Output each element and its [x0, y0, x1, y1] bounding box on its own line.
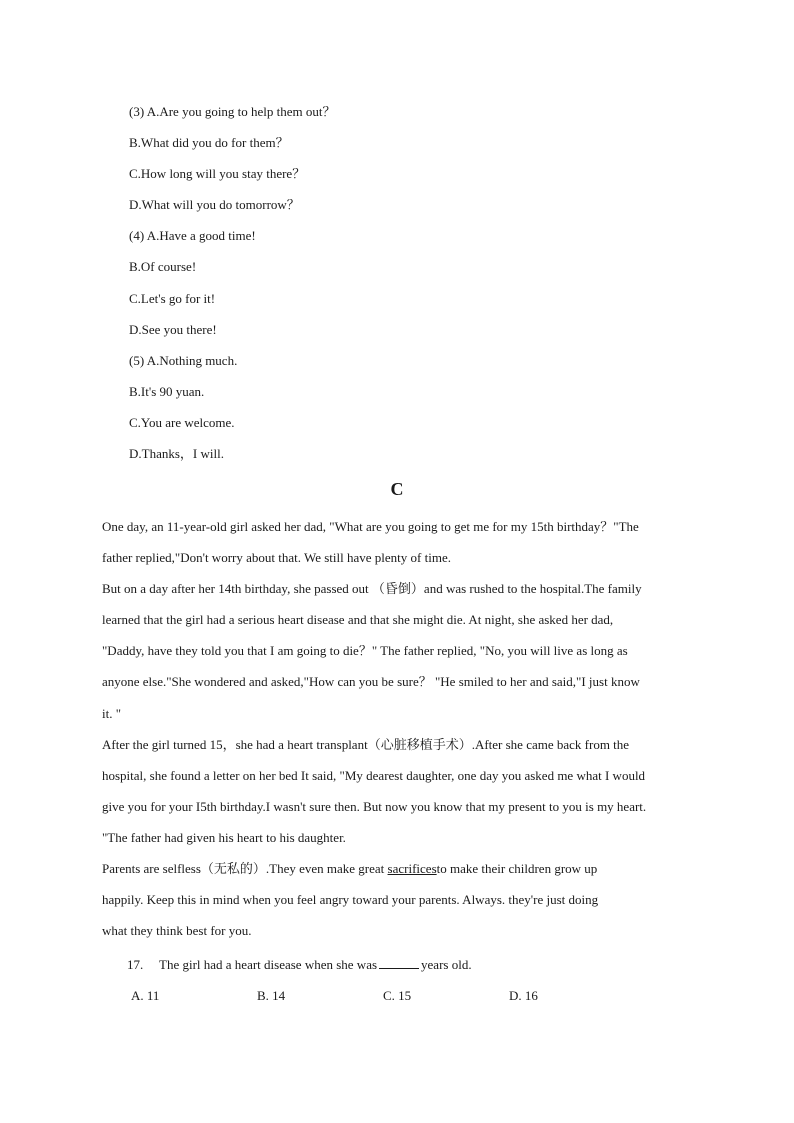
option-line: D.Thanks，I will. [129, 446, 224, 462]
passage-line: father replied,"Don't worry about that. We still have plenty of time. [102, 550, 451, 566]
passage-line: "The father had given his heart to his daughter. [102, 829, 346, 845]
choice-c[interactable]: C. 15 [383, 988, 412, 1003]
question-text: years old. [421, 957, 472, 972]
question-number: 17. [127, 957, 144, 972]
option-line: C.How long will you stay there？ [129, 166, 306, 182]
passage-line: One day, an 11-year-old girl asked her dad, "What are you going to get me for my 15th birthday？"The [102, 519, 639, 534]
choice-d[interactable]: D. 16 [509, 988, 538, 1003]
passage-line [102, 857, 702, 888]
passage-line: it. " [102, 705, 122, 721]
option-line: C.You are welcome. [129, 414, 235, 430]
choice-a[interactable]: A. 11 [131, 988, 160, 1003]
passage-line: happily. Keep this in mind when you feel angry toward your parents. Always. they're just doing [102, 892, 599, 908]
option-line: B.It's 90 yuan. [129, 383, 205, 399]
reading-passage [102, 515, 702, 950]
answer-options-list [129, 100, 729, 473]
question-17 [127, 953, 472, 977]
passage-line: After the girl turned 15，she had a heart transplant（心脏移植手术）.After she came back from the [102, 736, 630, 752]
passage-line: learned that the girl had a serious heart disease and that she might die. At night, she asked her dad, [102, 612, 614, 628]
passage-line: what they think best for you. [102, 923, 252, 939]
passage-text: to make their children grow up [436, 861, 598, 877]
question-choices [131, 984, 691, 1008]
passage-line: anyone else."She wondered and asked,"How can you be sure？ "He smiled to her and said,"I just know [102, 674, 640, 690]
option-line: C.Let's go for it! [129, 290, 216, 306]
passage-line: "Daddy, have they told you that I am going to die？" The father replied, "No, you will live as long as [102, 643, 628, 659]
passage-line: But on a day after her 14th birthday, she passed out （昏倒）and was rushed to the hospital.The family [102, 581, 642, 597]
option-line: (4) A.Have a good time! [129, 228, 256, 244]
passage-text: Parents are selfless（无私的）.They even make great [102, 861, 388, 877]
option-line: B.What did you do for them？ [129, 135, 289, 151]
passage-line: hospital, she found a letter on her bed It said, "My dearest daughter, one day you asked me what I would [102, 767, 646, 783]
passage-line: give you for your I5th birthday.I wasn't sure then. But now you know that my present to you is my heart. [102, 798, 647, 814]
option-line: (5) A.Nothing much. [129, 352, 238, 368]
choice-b[interactable]: B. 14 [257, 988, 286, 1003]
section-heading: C [390, 479, 404, 499]
option-line: D.What will you do tomorrow？ [129, 197, 300, 213]
option-line: D.See you there! [129, 321, 217, 337]
option-line: (3) A.Are you going to help them out？ [129, 104, 336, 119]
option-line: B.Of course! [129, 259, 197, 275]
answer-blank[interactable] [379, 954, 419, 969]
underlined-word: sacrifices [387, 861, 437, 877]
question-text: The girl had a heart disease when she was [159, 957, 378, 972]
